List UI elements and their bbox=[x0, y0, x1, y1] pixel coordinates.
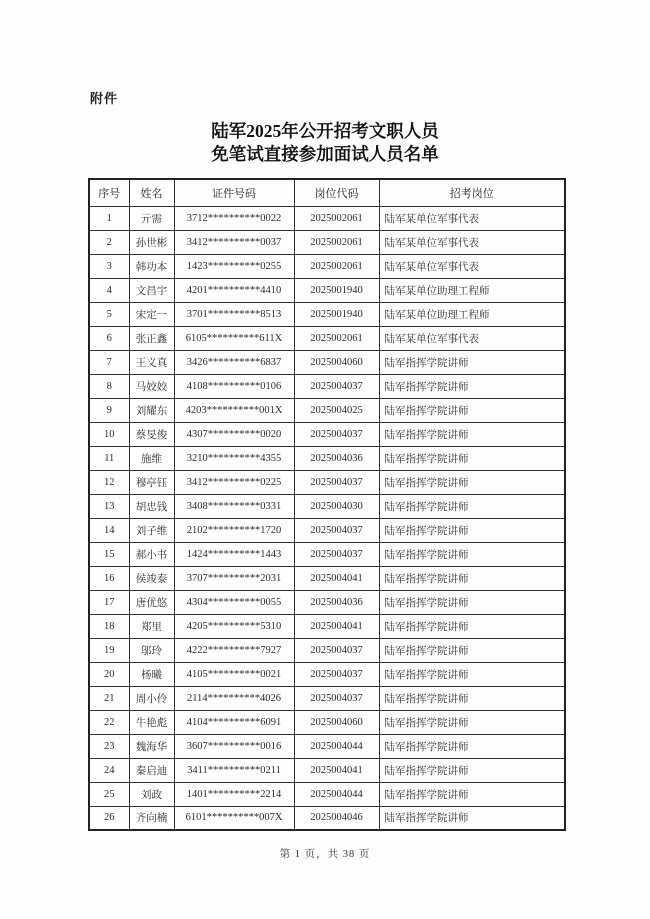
cell-position-code: 2025004037 bbox=[294, 662, 379, 686]
cell-serial: 5 bbox=[89, 302, 129, 326]
cell-position: 陆军指挥学院讲师 bbox=[379, 422, 565, 446]
cell-serial: 11 bbox=[89, 446, 129, 470]
cell-position: 陆军指挥学院讲师 bbox=[379, 566, 565, 590]
cell-position: 陆军指挥学院讲师 bbox=[379, 614, 565, 638]
cell-position: 陆军指挥学院讲师 bbox=[379, 782, 565, 806]
attachment-label: 附件 bbox=[90, 91, 119, 106]
cell-name: 杨曦 bbox=[129, 662, 174, 686]
cell-position-code: 2025004037 bbox=[294, 518, 379, 542]
cell-position-code: 2025002061 bbox=[294, 230, 379, 254]
cell-position: 陆军指挥学院讲师 bbox=[379, 710, 565, 734]
table-row bbox=[89, 710, 565, 734]
cell-name: 施维 bbox=[129, 446, 174, 470]
cell-position-code: 2025001940 bbox=[294, 302, 379, 326]
cell-name: 邬玲 bbox=[129, 638, 174, 662]
cell-name: 刘子维 bbox=[129, 518, 174, 542]
table-row bbox=[89, 782, 565, 806]
table-row bbox=[89, 350, 565, 374]
cell-name: 齐向楠 bbox=[129, 806, 174, 830]
cell-id-number: 6105**********611X bbox=[174, 326, 294, 350]
cell-serial: 21 bbox=[89, 686, 129, 710]
table-row bbox=[89, 542, 565, 566]
cell-id-number: 4307**********0020 bbox=[174, 422, 294, 446]
cell-position-code: 2025001940 bbox=[294, 278, 379, 302]
cell-id-number: 4105**********0021 bbox=[174, 662, 294, 686]
cell-name: 张正鑫 bbox=[129, 326, 174, 350]
cell-position: 陆军指挥学院讲师 bbox=[379, 374, 565, 398]
cell-position-code: 2025004025 bbox=[294, 398, 379, 422]
cell-position: 陆军指挥学院讲师 bbox=[379, 638, 565, 662]
cell-id-number: 2102**********1720 bbox=[174, 518, 294, 542]
cell-position-code: 2025004036 bbox=[294, 446, 379, 470]
cell-position: 陆军指挥学院讲师 bbox=[379, 542, 565, 566]
cell-serial: 9 bbox=[89, 398, 129, 422]
table-row bbox=[89, 398, 565, 422]
cell-position-code: 2025004060 bbox=[294, 350, 379, 374]
cell-id-number: 4201**********4410 bbox=[174, 278, 294, 302]
cell-position-code: 2025002061 bbox=[294, 254, 379, 278]
cell-id-number: 3701**********8513 bbox=[174, 302, 294, 326]
cell-name: 蔡旻俊 bbox=[129, 422, 174, 446]
cell-serial: 15 bbox=[89, 542, 129, 566]
table-row bbox=[89, 374, 565, 398]
page-number-footer: 第 1 页，共 38 页 bbox=[279, 849, 371, 860]
cell-position: 陆军某单位军事代表 bbox=[379, 206, 565, 230]
table-row bbox=[89, 734, 565, 758]
candidate-roster-table bbox=[88, 178, 566, 831]
table-row bbox=[89, 446, 565, 470]
cell-serial: 20 bbox=[89, 662, 129, 686]
cell-id-number: 4222**********7927 bbox=[174, 638, 294, 662]
cell-id-number: 3426**********6837 bbox=[174, 350, 294, 374]
cell-id-number: 1424**********1443 bbox=[174, 542, 294, 566]
cell-serial: 1 bbox=[89, 206, 129, 230]
cell-position-code: 2025004037 bbox=[294, 422, 379, 446]
cell-name: 刘耀东 bbox=[129, 398, 174, 422]
cell-position-code: 2025004036 bbox=[294, 590, 379, 614]
cell-position-code: 2025004037 bbox=[294, 470, 379, 494]
cell-position-code: 2025004046 bbox=[294, 806, 379, 830]
table-row bbox=[89, 686, 565, 710]
table-body bbox=[89, 206, 565, 830]
cell-serial: 22 bbox=[89, 710, 129, 734]
cell-serial: 8 bbox=[89, 374, 129, 398]
cell-position-code: 2025004044 bbox=[294, 734, 379, 758]
col-header-id-number: 证件号码 bbox=[174, 179, 294, 206]
table-row bbox=[89, 422, 565, 446]
table-row bbox=[89, 494, 565, 518]
cell-serial: 7 bbox=[89, 350, 129, 374]
document-title-line2: 免笔试直接参加面试人员名单 bbox=[211, 144, 439, 164]
cell-id-number: 6101**********007X bbox=[174, 806, 294, 830]
table-row bbox=[89, 230, 565, 254]
cell-serial: 13 bbox=[89, 494, 129, 518]
cell-position: 陆军指挥学院讲师 bbox=[379, 518, 565, 542]
table-row bbox=[89, 566, 565, 590]
cell-position-code: 2025004044 bbox=[294, 782, 379, 806]
cell-position: 陆军某单位助理工程师 bbox=[379, 302, 565, 326]
cell-position-code: 2025004037 bbox=[294, 374, 379, 398]
cell-name: 韩功本 bbox=[129, 254, 174, 278]
table-row bbox=[89, 326, 565, 350]
cell-position-code: 2025004037 bbox=[294, 638, 379, 662]
cell-id-number: 4203**********001X bbox=[174, 398, 294, 422]
cell-serial: 23 bbox=[89, 734, 129, 758]
cell-position: 陆军指挥学院讲师 bbox=[379, 398, 565, 422]
table-row bbox=[89, 302, 565, 326]
cell-position: 陆军指挥学院讲师 bbox=[379, 806, 565, 830]
table-row bbox=[89, 590, 565, 614]
cell-name: 胡忠钱 bbox=[129, 494, 174, 518]
cell-name: 周小伶 bbox=[129, 686, 174, 710]
cell-position-code: 2025004041 bbox=[294, 566, 379, 590]
cell-position: 陆军指挥学院讲师 bbox=[379, 734, 565, 758]
cell-serial: 10 bbox=[89, 422, 129, 446]
cell-position: 陆军某单位军事代表 bbox=[379, 254, 565, 278]
cell-id-number: 3712**********0022 bbox=[174, 206, 294, 230]
document-title-line1: 陆军2025年公开招考文职人员 bbox=[211, 121, 439, 141]
cell-position: 陆军某单位军事代表 bbox=[379, 230, 565, 254]
cell-position-code: 2025004041 bbox=[294, 614, 379, 638]
cell-position: 陆军指挥学院讲师 bbox=[379, 470, 565, 494]
cell-name: 马姣姣 bbox=[129, 374, 174, 398]
cell-serial: 19 bbox=[89, 638, 129, 662]
cell-serial: 26 bbox=[89, 806, 129, 830]
table-row bbox=[89, 806, 565, 830]
cell-name: 秦启迪 bbox=[129, 758, 174, 782]
cell-id-number: 1423**********0255 bbox=[174, 254, 294, 278]
cell-name: 郝小书 bbox=[129, 542, 174, 566]
cell-position-code: 2025002061 bbox=[294, 206, 379, 230]
cell-serial: 24 bbox=[89, 758, 129, 782]
cell-id-number: 4304**********0055 bbox=[174, 590, 294, 614]
cell-id-number: 3707**********2031 bbox=[174, 566, 294, 590]
cell-name: 郑里 bbox=[129, 614, 174, 638]
cell-serial: 18 bbox=[89, 614, 129, 638]
cell-position-code: 2025004037 bbox=[294, 686, 379, 710]
cell-id-number: 2114**********4026 bbox=[174, 686, 294, 710]
cell-id-number: 3210**********4355 bbox=[174, 446, 294, 470]
cell-position-code: 2025002061 bbox=[294, 326, 379, 350]
col-header-position: 招考岗位 bbox=[379, 179, 565, 206]
cell-serial: 25 bbox=[89, 782, 129, 806]
cell-id-number: 3411**********0211 bbox=[174, 758, 294, 782]
table-row bbox=[89, 614, 565, 638]
cell-id-number: 1401**********2214 bbox=[174, 782, 294, 806]
table-row bbox=[89, 638, 565, 662]
col-header-serial: 序号 bbox=[89, 179, 129, 206]
cell-serial: 16 bbox=[89, 566, 129, 590]
cell-name: 亓需 bbox=[129, 206, 174, 230]
document-title bbox=[0, 120, 650, 166]
cell-position: 陆军指挥学院讲师 bbox=[379, 758, 565, 782]
cell-position: 陆军指挥学院讲师 bbox=[379, 686, 565, 710]
cell-position-code: 2025004037 bbox=[294, 542, 379, 566]
cell-position: 陆军某单位助理工程师 bbox=[379, 278, 565, 302]
table-row bbox=[89, 758, 565, 782]
cell-id-number: 4104**********6091 bbox=[174, 710, 294, 734]
cell-name: 文昌宇 bbox=[129, 278, 174, 302]
cell-position: 陆军某单位军事代表 bbox=[379, 326, 565, 350]
cell-name: 宋定一 bbox=[129, 302, 174, 326]
cell-position: 陆军指挥学院讲师 bbox=[379, 662, 565, 686]
cell-id-number: 3412**********0037 bbox=[174, 230, 294, 254]
cell-id-number: 3607**********0016 bbox=[174, 734, 294, 758]
table-row bbox=[89, 206, 565, 230]
cell-name: 穆亭钰 bbox=[129, 470, 174, 494]
cell-serial: 6 bbox=[89, 326, 129, 350]
cell-position-code: 2025004041 bbox=[294, 758, 379, 782]
cell-serial: 12 bbox=[89, 470, 129, 494]
cell-name: 王义真 bbox=[129, 350, 174, 374]
cell-serial: 2 bbox=[89, 230, 129, 254]
cell-serial: 3 bbox=[89, 254, 129, 278]
header-row bbox=[89, 179, 565, 206]
table-row bbox=[89, 470, 565, 494]
cell-name: 侯竣泰 bbox=[129, 566, 174, 590]
cell-position: 陆军指挥学院讲师 bbox=[379, 494, 565, 518]
cell-name: 牛艳彪 bbox=[129, 710, 174, 734]
table-row bbox=[89, 662, 565, 686]
cell-position-code: 2025004060 bbox=[294, 710, 379, 734]
table-row bbox=[89, 278, 565, 302]
table-row bbox=[89, 518, 565, 542]
table-row bbox=[89, 254, 565, 278]
cell-id-number: 4108**********0106 bbox=[174, 374, 294, 398]
cell-serial: 17 bbox=[89, 590, 129, 614]
cell-id-number: 3412**********0225 bbox=[174, 470, 294, 494]
cell-position: 陆军指挥学院讲师 bbox=[379, 446, 565, 470]
cell-id-number: 3408**********0331 bbox=[174, 494, 294, 518]
col-header-name: 姓名 bbox=[129, 179, 174, 206]
cell-name: 刘政 bbox=[129, 782, 174, 806]
cell-serial: 4 bbox=[89, 278, 129, 302]
cell-name: 孙世彬 bbox=[129, 230, 174, 254]
cell-position: 陆军指挥学院讲师 bbox=[379, 590, 565, 614]
cell-name: 魏海华 bbox=[129, 734, 174, 758]
table-header-row bbox=[89, 179, 565, 206]
cell-name: 唐优悠 bbox=[129, 590, 174, 614]
cell-position: 陆军指挥学院讲师 bbox=[379, 350, 565, 374]
cell-serial: 14 bbox=[89, 518, 129, 542]
cell-id-number: 4205**********5310 bbox=[174, 614, 294, 638]
cell-position-code: 2025004030 bbox=[294, 494, 379, 518]
col-header-position-code: 岗位代码 bbox=[294, 179, 379, 206]
